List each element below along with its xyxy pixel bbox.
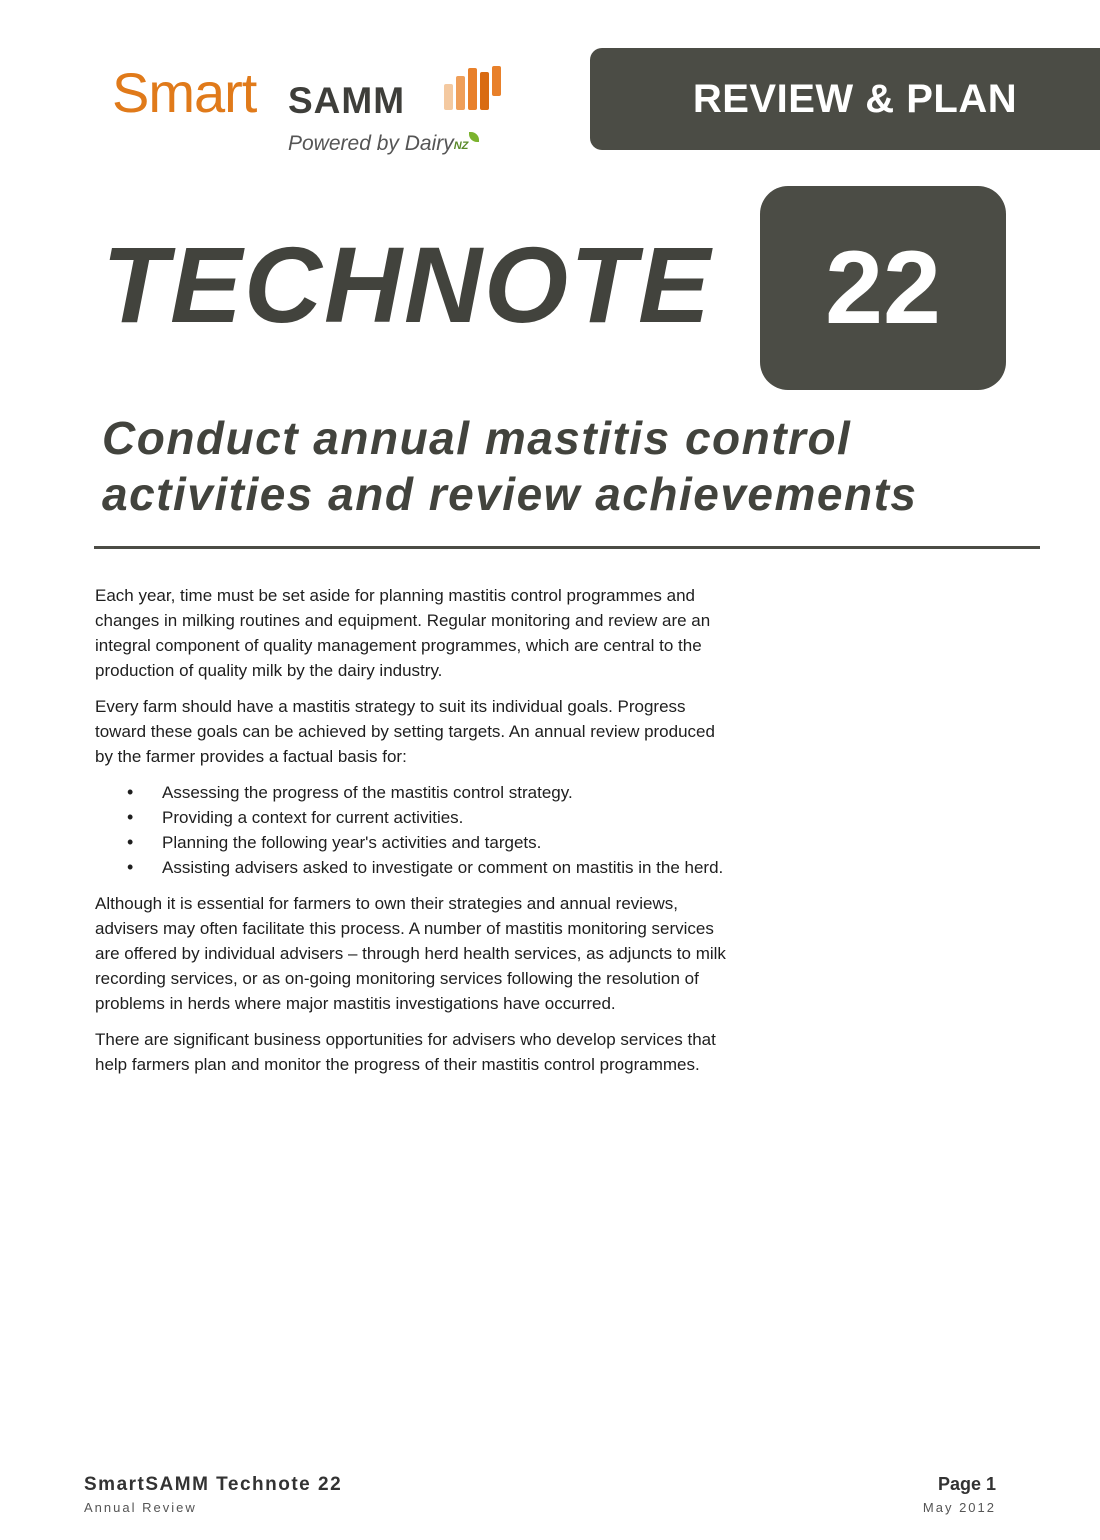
bullet-item: • Providing a context for current activities. [95, 805, 727, 830]
dairynz-leaf-icon [469, 132, 479, 142]
title-divider [94, 546, 1040, 549]
review-plan-banner [590, 48, 1100, 150]
body-paragraph: There are significant business opportunities for advisers who develop services that help farmers plan and monitor the progress of their mastitis control programmes. [95, 1030, 716, 1074]
body-content [95, 583, 727, 1088]
document-title [102, 410, 1062, 522]
logo-bar [468, 68, 477, 110]
page-number: Page 1 [937, 1474, 996, 1494]
body-paragraph: Although it is essential for farmers to own their strategies and annual reviews, advisers may often facilitate this process. A number of mastitis monitoring services are offered by individual advisers – through herd health services, as adjuncts to milk recording services, or as on-going monitoring services following the resolution of problems in herds where major mastitis investigations have occurred. [95, 894, 726, 1013]
logo-bars-icon [442, 66, 504, 114]
bullet-item: • Assisting advisers asked to investigate or comment on mastitis in the herd. [95, 855, 727, 880]
logo-powered-by: Powered by DairyNZ [288, 132, 479, 156]
title-line-2: activities and review achievements [102, 468, 918, 520]
logo-smart-text: Smart [112, 61, 257, 124]
footer-date: May 2012 [922, 1500, 996, 1515]
title-line-1: Conduct annual mastitis control [102, 412, 852, 464]
banner-label: REVIEW & PLAN [692, 76, 1018, 121]
logo-samm-text: SAMM [288, 80, 406, 121]
logo-bar [492, 66, 501, 96]
footer-right [923, 1474, 996, 1515]
technote-number-box [760, 186, 1006, 390]
bullet-list [95, 780, 727, 880]
footer-subtitle: Annual Review [84, 1500, 197, 1515]
footer-left [84, 1474, 342, 1515]
technote-heading: TECHNOTE [102, 224, 712, 345]
technote-number: 22 [825, 229, 941, 346]
logo-bar [444, 84, 453, 110]
logo-bar [456, 76, 465, 110]
footer-title: SmartSAMM Technote 22 [84, 1474, 343, 1495]
bullet-item: • Planning the following year's activities and targets. [95, 830, 727, 855]
logo-bar [480, 72, 489, 110]
smartsamm-logo [112, 58, 512, 168]
body-paragraph: Every farm should have a mastitis strategy to suit its individual goals. Progress toward these goals can be achieved by setting targets. An annual review produced by the farmer provides a factual basis for: [95, 697, 715, 766]
body-paragraph: Each year, time must be set aside for planning mastitis control programmes and changes in milking routines and equipment. Regular monitoring and review are an integral component of quality management programmes, which are central to the production of quality milk by the dairy industry. [95, 586, 711, 680]
bullet-item: • Assessing the progress of the mastitis control strategy. [95, 780, 727, 805]
